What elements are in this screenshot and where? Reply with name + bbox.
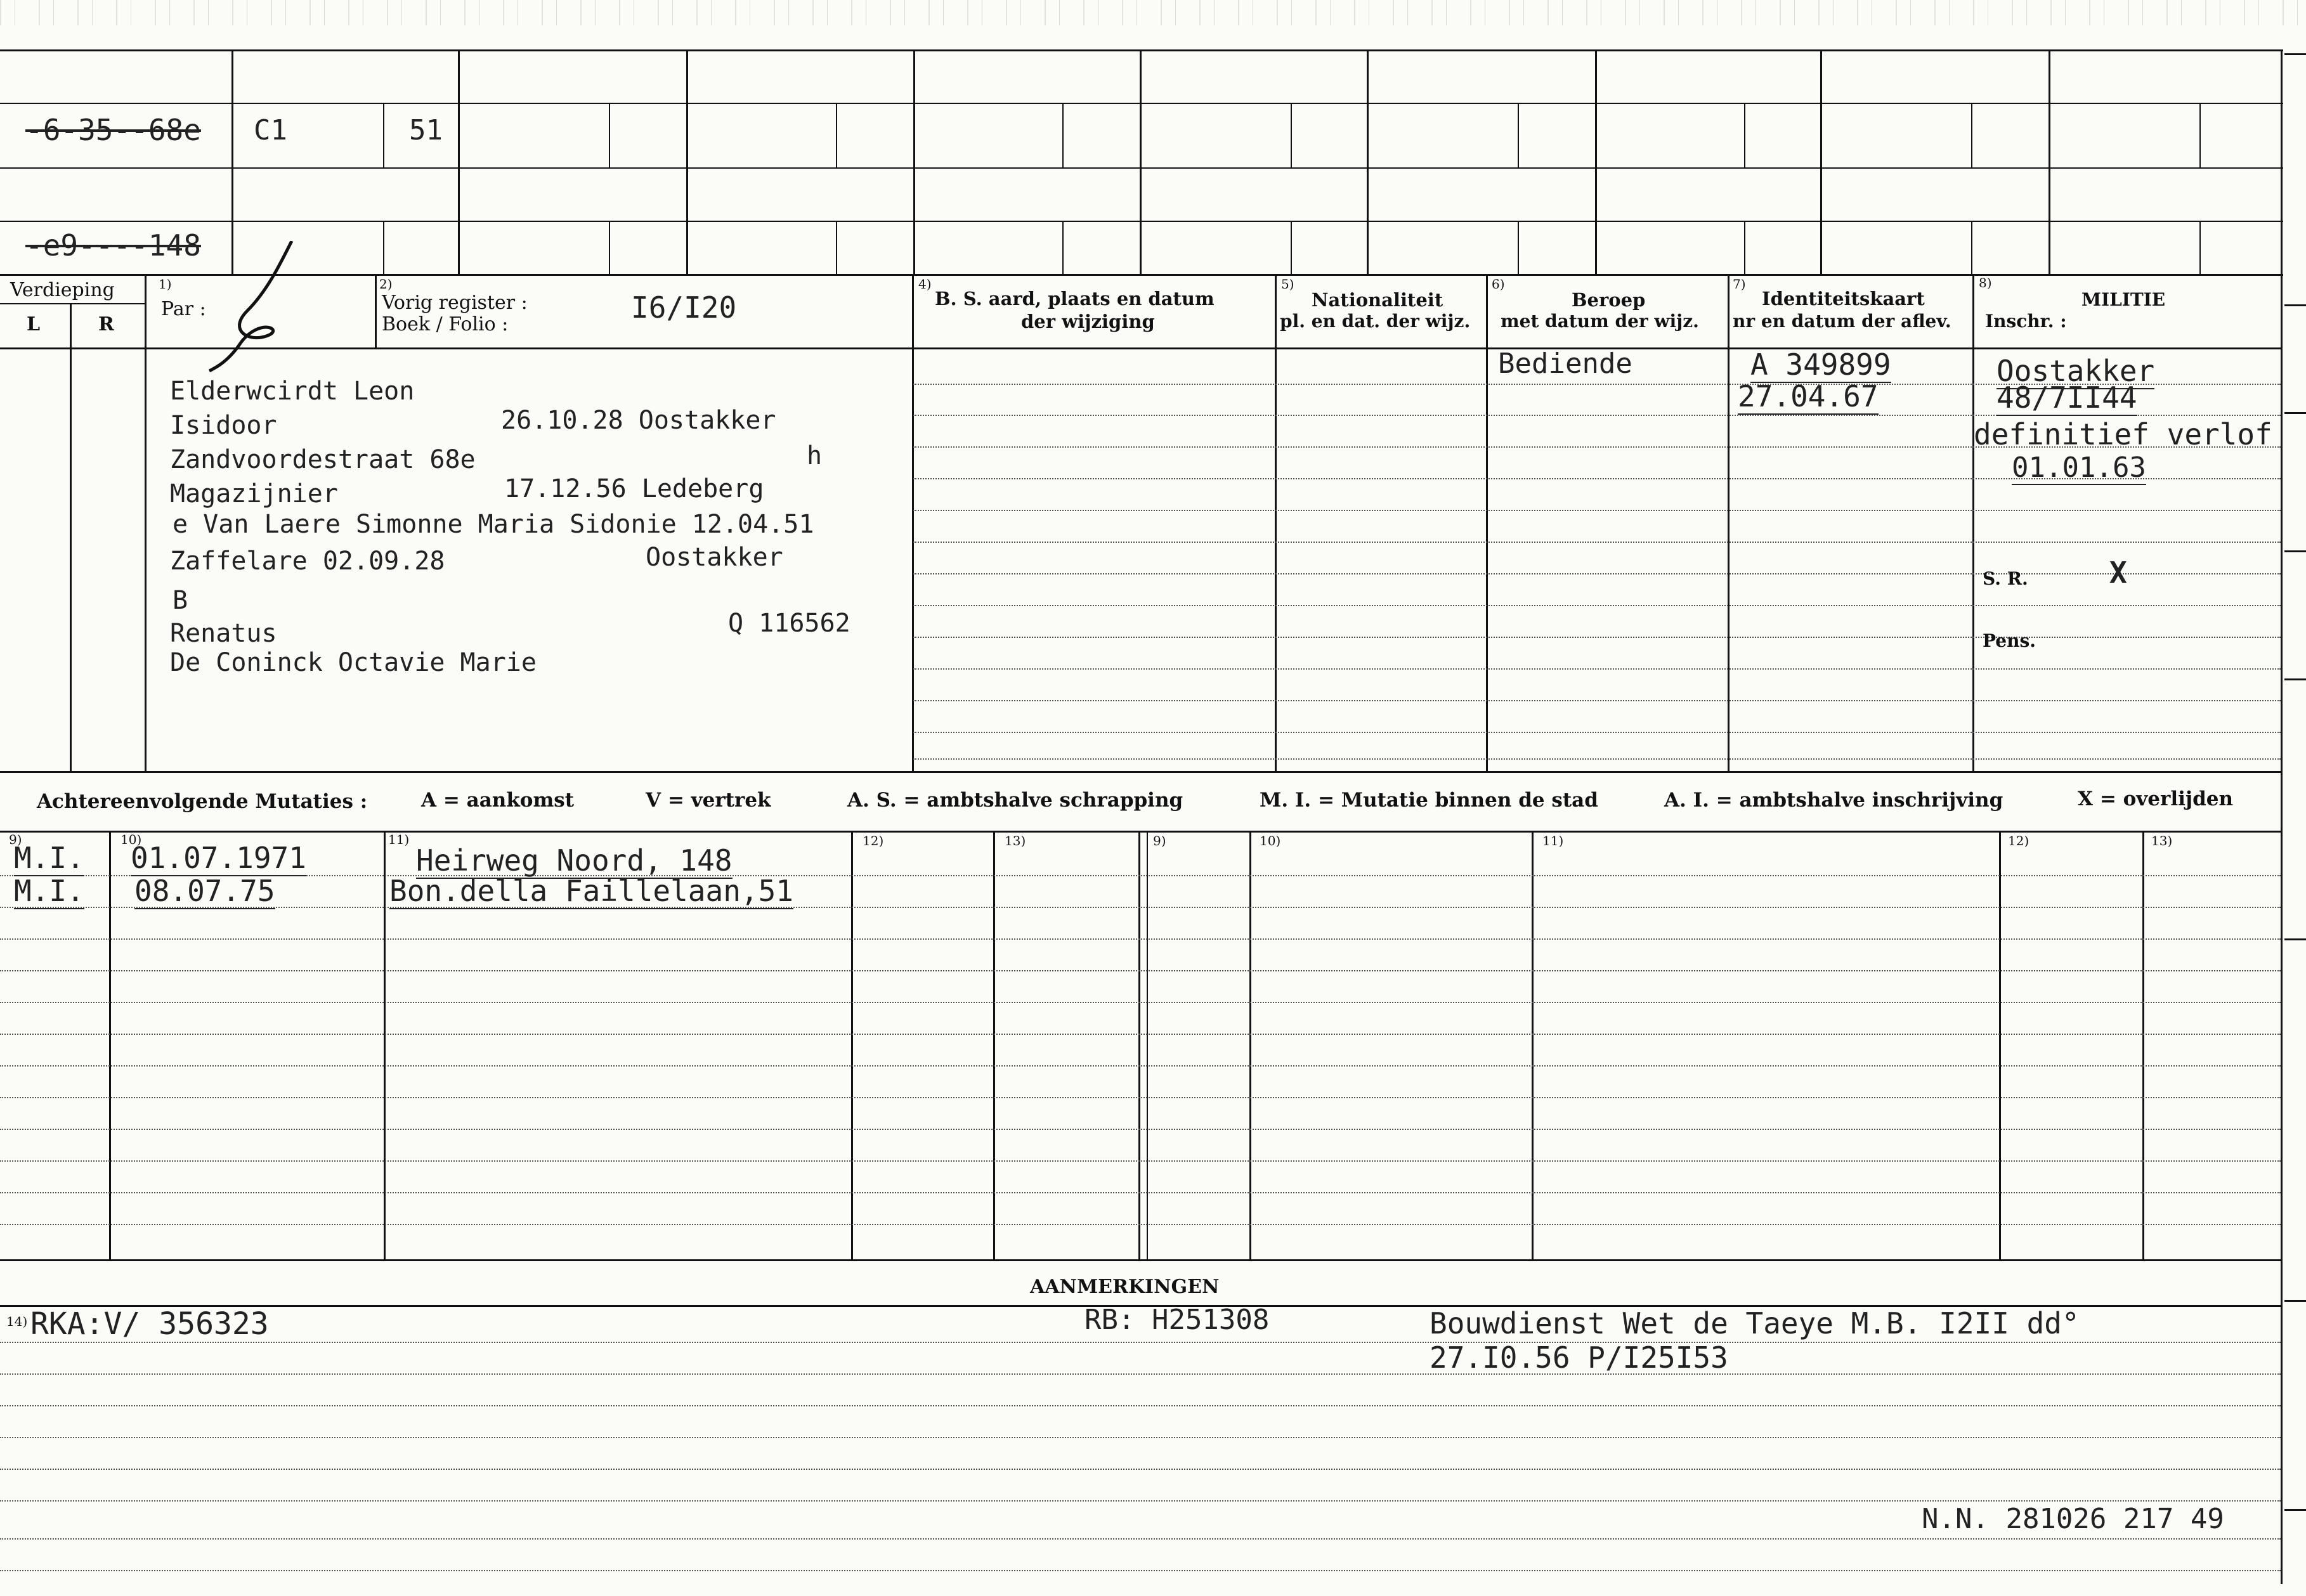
bs-header-2: der wijziging <box>1021 311 1155 332</box>
top-c1: C1 <box>254 114 287 146</box>
handwritten-signature <box>203 241 304 374</box>
person-line-2: Isidoor <box>170 411 277 440</box>
col-num-12b: 12) <box>2008 833 2029 848</box>
militie-header: MILITIE <box>2081 289 2166 310</box>
sr-value: X <box>2109 555 2127 590</box>
person-line-5: e Van Laere Simonne Maria Sidonie 12.04.51 <box>173 510 814 539</box>
mutatie-row1-date: 01.07.1971 <box>131 841 306 875</box>
person-line-3: Zandvoordestraat 68e <box>170 445 476 474</box>
person-mag-date: 17.12.56 Ledeberg <box>504 474 764 503</box>
l-label: L <box>27 313 41 335</box>
n8-label: 8) <box>1979 275 1992 290</box>
person-line-4: Magazijnier <box>170 479 338 509</box>
mutatie-row1-type: M.I. <box>14 841 84 875</box>
col-num-11b: 11) <box>1542 833 1564 848</box>
col-num-9a: 9) <box>9 832 22 847</box>
nat-header-2: pl. en dat. der wijz. <box>1280 311 1471 332</box>
n5-label: 5) <box>1281 276 1294 292</box>
legend-a: A = aankomst <box>421 789 575 812</box>
n7-label: 7) <box>1733 276 1746 292</box>
verdieping-label: Verdieping <box>10 279 115 301</box>
beroep-header-2: met datum der wijz. <box>1501 311 1699 332</box>
beroep-header-1: Beroep <box>1572 289 1646 311</box>
n6-label: 6) <box>1492 276 1505 292</box>
col-num-13b: 13) <box>2151 833 2173 848</box>
inschr-label: Inschr. : <box>1985 311 2067 332</box>
pens-label: Pens. <box>1983 630 2036 651</box>
col-num-12a: 12) <box>863 833 884 848</box>
bs-header-1: B. S. aard, plaats en datum <box>935 288 1215 309</box>
col-num-13a: 13) <box>1005 833 1026 848</box>
legend-v: V = vertrek <box>646 789 771 812</box>
person-line-1: Elderwcirdt Leon <box>170 377 415 406</box>
militie-number: 48/7II44 <box>1997 380 2137 415</box>
rb-value: RB: H251308 <box>1085 1304 1270 1336</box>
mutatie-row1-address: Heirweg Noord, 148 <box>416 843 733 878</box>
col-num-10a: 10) <box>121 832 142 847</box>
sr-label: S. R. <box>1983 568 2028 589</box>
col-num-11a: 11) <box>388 832 410 847</box>
legend-x: X = overlijden <box>2078 788 2234 810</box>
bouwdienst-line1: Bouwdienst Wet de Taeye M.B. I2II dd° <box>1430 1306 2080 1340</box>
beroep-value: Bediende <box>1498 347 1632 380</box>
top-code-row1: -6-35--68e <box>25 113 201 147</box>
militie-place: Oostakker <box>1997 354 2155 388</box>
person-line-9: De Coninck Octavie Marie <box>170 648 537 677</box>
boek-folio-label: Boek / Folio : <box>382 313 509 335</box>
col-num-10b: 10) <box>1260 833 1281 848</box>
top-c2: 51 <box>409 114 443 146</box>
n4-label: 4) <box>918 276 932 292</box>
legend-ai: A. I. = ambtshalve inschrijving <box>1664 789 2003 812</box>
nat-header-1: Nationaliteit <box>1312 289 1443 311</box>
r-label: R <box>98 313 114 335</box>
person-line-6: Zaffelare 02.09.28 <box>170 547 445 576</box>
n2-label: 2) <box>379 276 393 292</box>
nn-number: N.N. 281026 217 49 <box>1922 1503 2224 1535</box>
col-num-9b: 9) <box>1153 833 1166 848</box>
id-date: 27.04.67 <box>1738 379 1879 413</box>
rka-value: RKA:V/ 356323 <box>30 1306 269 1342</box>
person-birth: 26.10.28 Oostakker <box>501 406 776 435</box>
person-line-7: B <box>173 586 188 615</box>
register-value: I6/I20 <box>631 290 737 325</box>
id-header-2: nr en datum der aflev. <box>1733 311 1951 332</box>
person-h: h <box>807 441 823 470</box>
mutatie-row2-type: M.I. <box>14 874 84 908</box>
aanmerkingen-title: AANMERKINGEN <box>1030 1276 1220 1298</box>
person-q-number: Q 116562 <box>728 609 850 638</box>
mutatie-row2-address: Bon.della Faillelaan,51 <box>389 874 793 908</box>
vorig-register-label: Vorig register : <box>382 292 528 314</box>
par-label: Par : <box>161 298 206 320</box>
militie-verlof-date: 01.01.63 <box>2012 451 2146 484</box>
legend-as: A. S. = ambtshalve schrapping <box>847 789 1183 812</box>
mutatie-row2-date: 08.07.75 <box>134 874 275 908</box>
scan-noise-strip <box>0 0 2306 25</box>
n1-label: 1) <box>159 276 172 292</box>
militie-verlof: definitief verlof <box>1974 417 2272 451</box>
person-line-8: Renatus <box>170 619 277 648</box>
mutaties-title: Achtereenvolgende Mutaties : <box>37 790 368 813</box>
top-code-row2: -e9----148 <box>25 228 201 263</box>
bouwdienst-line2: 27.I0.56 P/I25I53 <box>1430 1340 1728 1375</box>
n14-label: 14) <box>6 1314 28 1329</box>
legend-mi: M. I. = Mutatie binnen de stad <box>1260 789 1598 812</box>
id-header-1: Identiteitskaart <box>1762 288 1925 309</box>
person-oostakker2: Oostakker <box>646 543 783 572</box>
id-number: A 349899 <box>1750 347 1891 382</box>
